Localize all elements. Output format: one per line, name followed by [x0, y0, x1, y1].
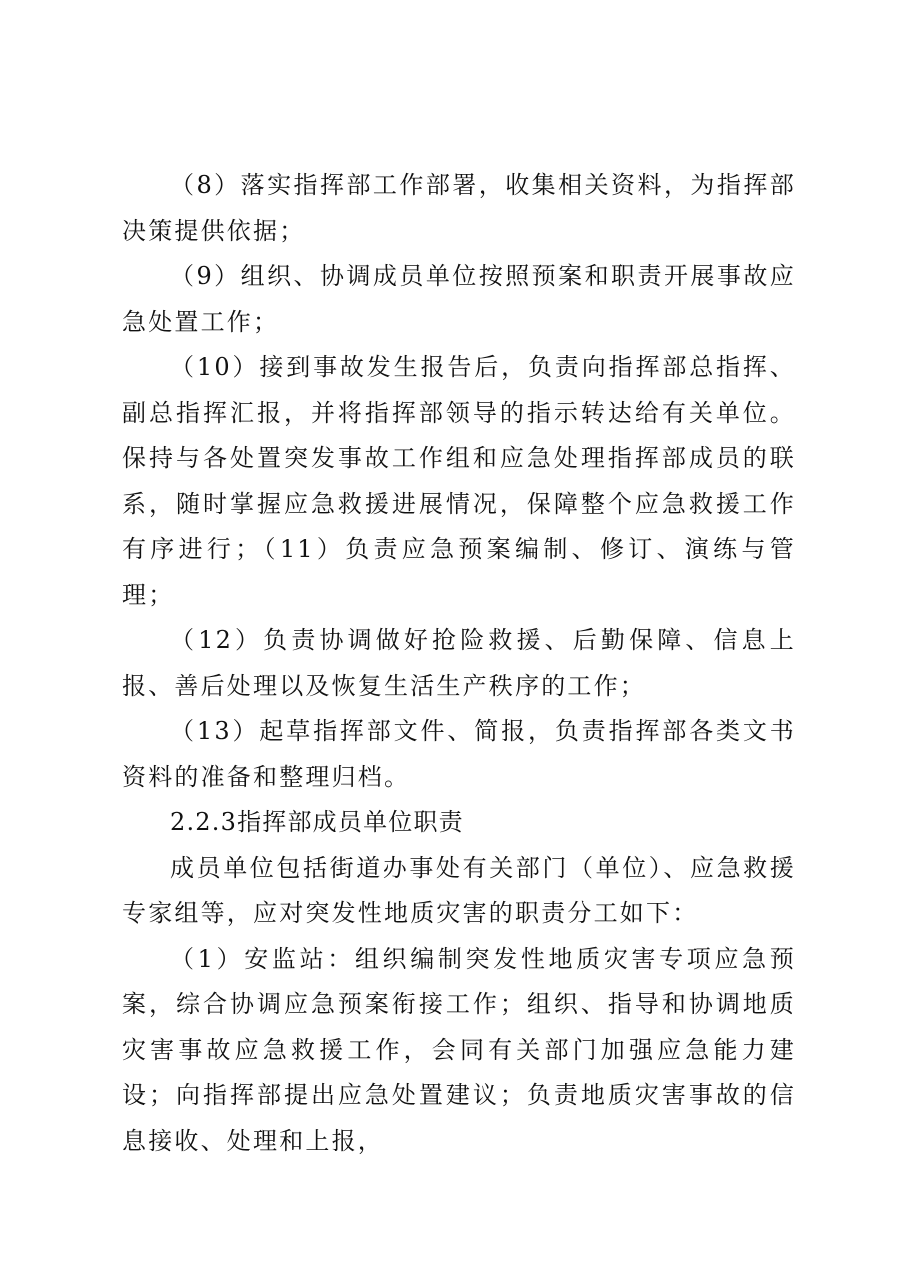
paragraph-item-1: （1）安监站：组织编制突发性地质灾害专项应急预案，综合协调应急预案衔接工作；组织、指导和协调地质灾害事故应急救援工作，会同有关部门加强应急能力建设；向指挥部提出应急处置建议；负责地质灾害事故的信息接收、处理和上报， — [122, 944, 796, 1155]
section-heading: 2.2.3指挥部成员单位职责 — [170, 808, 464, 836]
paragraph-item-13: （13）起草指挥部文件、简报，负责指挥部各类文书资料的准备和整理归档。 — [122, 717, 796, 791]
paragraph-item-8: （8）落实指挥部工作部署，收集相关资料，为指挥部决策提供依据； — [122, 171, 796, 245]
paragraph-item-9: （9）组织、协调成员单位按照预案和职责开展事故应急处置工作； — [122, 262, 796, 336]
paragraph-member-units: 成员单位包括街道办事处有关部门（单位）、应急救援专家组等，应对突发性地质灾害的职责分工如下： — [122, 853, 796, 927]
document-body — [122, 163, 796, 1164]
paragraph-item-12: （12）负责协调做好抢险救援、后勤保障、信息上报、善后处理以及恢复生活生产秩序的工作； — [122, 626, 796, 700]
paragraph-item-10: （10）接到事故发生报告后，负责向指挥部总指挥、副总指挥汇报，并将指挥部领导的指示转达给有关单位。保持与各处置突发事故工作组和应急处理指挥部成员的联系，随时掌握应急救援进展情况，保障整个应急救援工作有序进行；（11）负责应急预案编制、修订、演练与管理； — [122, 353, 796, 609]
